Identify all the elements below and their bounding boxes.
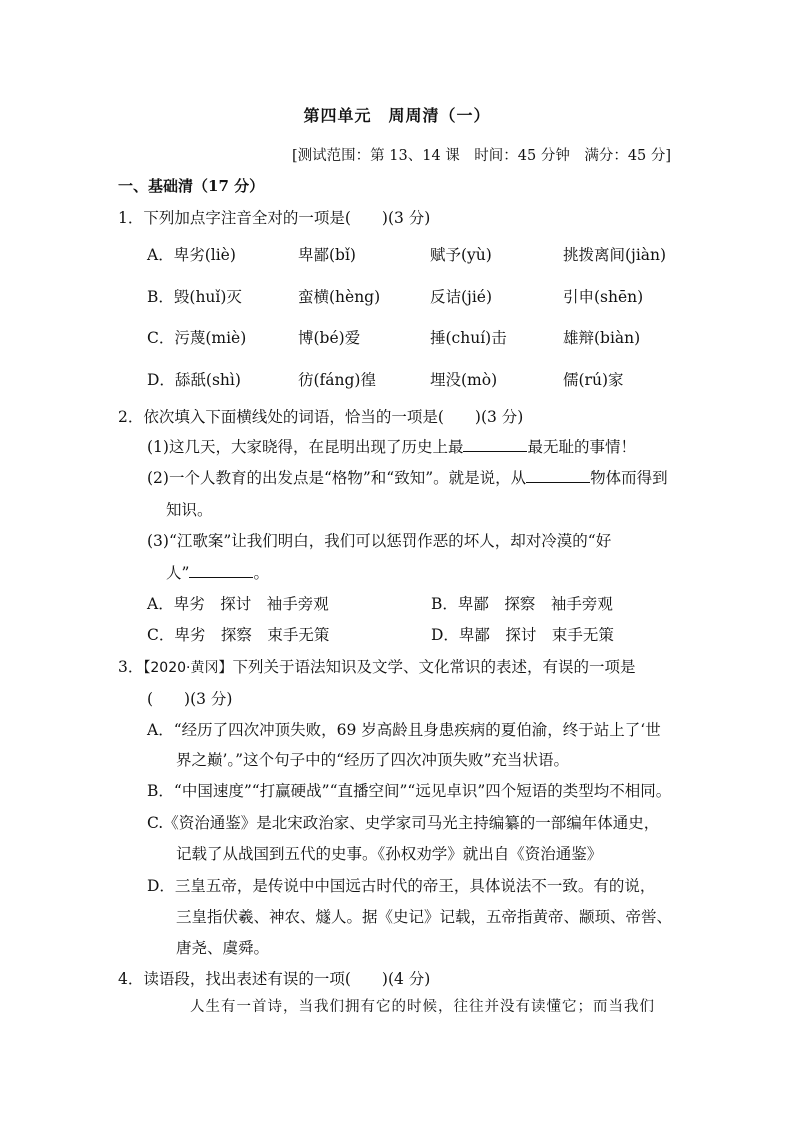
q1-option-a-item: 挑拨离间(jiàn): [563, 246, 667, 264]
q1-option-d-item: 彷(fáng)徨: [298, 371, 376, 389]
question-1-stem: 1．下列加点字注音全对的一项是( )(3 分): [118, 209, 431, 227]
q1-option-c: C．污蔑(miè): [147, 329, 247, 347]
q3-stem-cont: ( )(3 分): [147, 690, 233, 708]
q2-sentence-2-end: 物体而得到: [590, 469, 668, 487]
q3-option-a-cont: 界之巅’。”这个句子中的“经历了四次冲顶失败”充当状语。: [176, 751, 569, 769]
q2-sentence-2: [147, 466, 668, 488]
question-4-stem: 4．读语段，找出表述有误的一项( )(4 分): [118, 970, 431, 988]
q3-option-d: D．三皇五帝，是传说中中国远古时代的帝王，具体说法不一致。有的说，: [147, 877, 656, 895]
q1-option-a-item: 卑鄙(bǐ): [298, 246, 356, 264]
q1-option-b-item: 引申(shēn): [563, 288, 644, 306]
fill-blank: [463, 437, 527, 452]
q3-option-a: A．“经历了四次冲顶失败，69 岁高龄且身患疾病的夏伯渝，终于站上了‘世: [147, 721, 661, 739]
q2-sentence-1: [147, 435, 636, 457]
q1-option-c-item: 捶(chuí)击: [430, 329, 507, 347]
fill-blank: [526, 468, 590, 483]
q2-sentence-1-start: (1)这几天，大家晓得，在昆明出现了历史上最: [147, 438, 464, 456]
q2-sentence-3-start: 人”: [166, 564, 190, 582]
page-title: 第四单元 周周清（一）: [303, 106, 491, 125]
q3-source-tag: 【2020·黄冈】: [143, 660, 233, 676]
q4-passage: 人生有一首诗，当我们拥有它的时候，往往并没有读懂它；而当我们: [190, 999, 655, 1015]
q3-option-b: B．“中国速度”“打赢硬战”“直播空间”“远见卓识”四个短语的类型均不相同。: [147, 782, 672, 800]
q1-option-b: B．毁(huǐ)灭: [147, 288, 242, 306]
q3-number: 3．: [118, 658, 144, 676]
q2-option-d: D．卑鄙 探讨 束手无策: [431, 626, 614, 644]
q2-sentence-3: (3)“江歌案”让我们明白，我们可以惩罚作恶的坏人，却对冷漠的“好: [147, 532, 612, 550]
q3-option-c: C.《资治通鉴》是北宋政治家、史学家司马光主持编纂的一部编年体通史，: [147, 814, 660, 832]
q1-option-c-item: 博(bé)爱: [298, 329, 361, 347]
q3-option-d-cont: 唐尧、虞舜。: [176, 939, 270, 957]
question-2-stem: 2．依次填入下面横线处的词语，恰当的一项是( )(3 分): [118, 408, 524, 426]
q1-option-c-item: 雄辩(biàn): [563, 329, 641, 347]
q1-option-a: A．卑劣(liè): [147, 246, 236, 264]
test-info: [测试范围：第 13、14 课 时间：45 分钟 满分：45 分]: [292, 148, 672, 164]
q2-option-b: B．卑鄙 探察 袖手旁观: [431, 595, 613, 613]
q1-option-d-item: 儒(rú)家: [563, 371, 624, 389]
q3-stem-text: 下列关于语法知识及文学、文化常识的表述，有误的一项是: [232, 658, 636, 676]
q2-sentence-3-cont: [166, 561, 269, 583]
q2-sentence-3-end: 。: [253, 564, 269, 582]
q2-option-c: C．卑劣 探察 束手无策: [147, 626, 330, 644]
q3-option-d-cont: 三皇指伏羲、神农、燧人。据《史记》记载，五帝指黄帝、颛顼、帝喾、: [176, 908, 673, 926]
q2-sentence-2-cont: 知识。: [166, 501, 213, 519]
fill-blank: [189, 563, 253, 578]
q1-option-d: D．舔舐(shì): [147, 371, 241, 389]
q2-option-a: A．卑劣 探讨 袖手旁观: [147, 595, 329, 613]
question-3-stem: [118, 655, 635, 677]
q2-sentence-1-end: 最无耻的事情！: [527, 438, 636, 456]
q2-sentence-2-start: (2)一个人教育的出发点是“格物”和“致知”。就是说，从: [147, 469, 527, 487]
section-heading: 一、基础清（17 分）: [118, 177, 265, 195]
q1-option-b-item: 蛮横(hèng): [298, 288, 381, 306]
q1-option-b-item: 反诘(jié): [430, 288, 493, 306]
q1-option-d-item: 埋没(mò): [430, 371, 498, 389]
q1-option-a-item: 赋予(yù): [430, 246, 492, 264]
q3-option-c-cont: 记载了从战国到五代的史事。《孙权劝学》就出自《资治通鉴》: [176, 845, 603, 863]
